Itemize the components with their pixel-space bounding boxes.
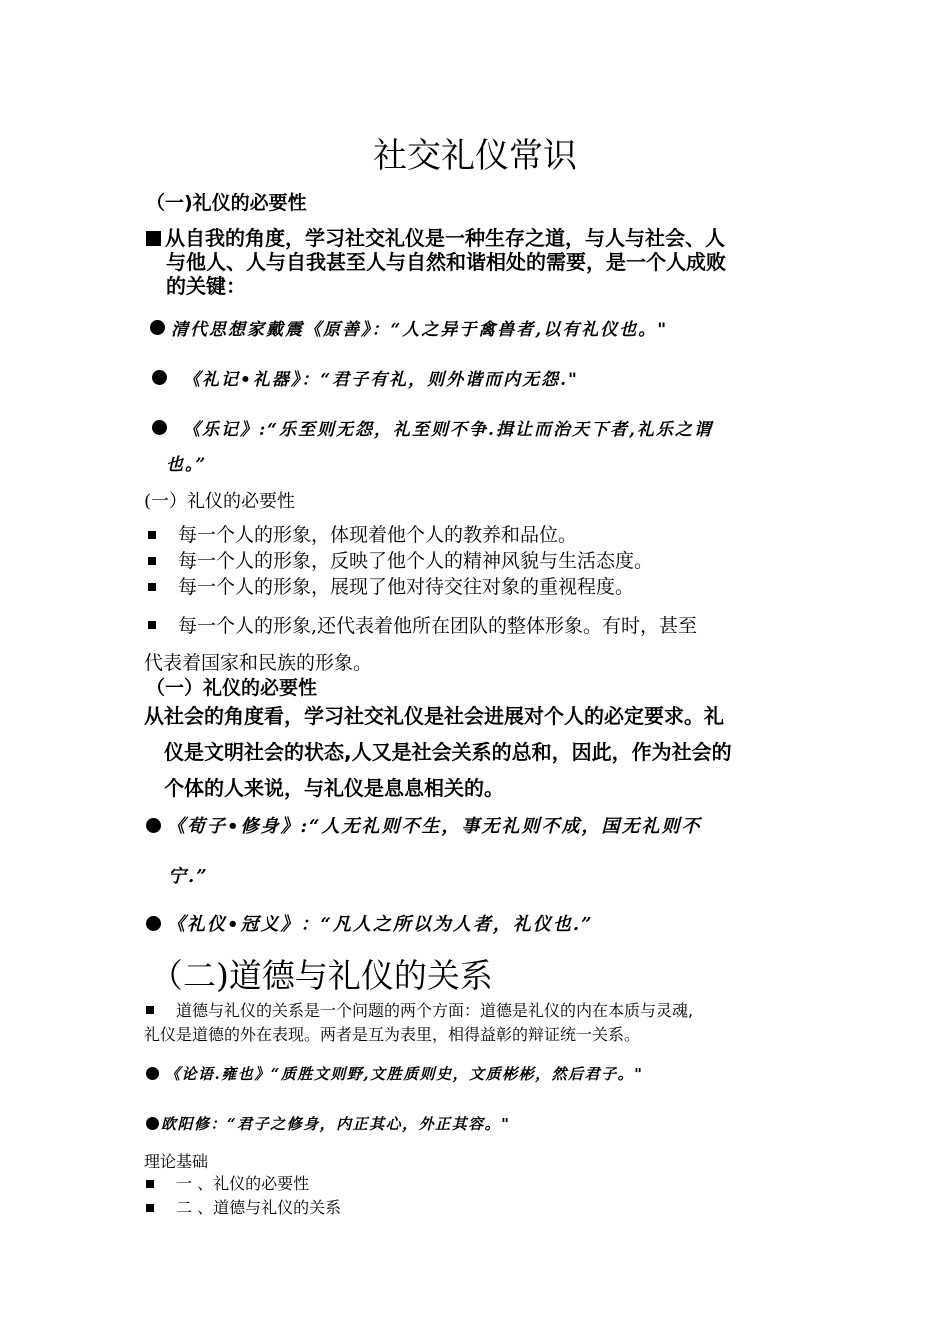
theory-basis-heading: 理论基础	[144, 1152, 209, 1171]
quote-xunzi	[146, 812, 702, 838]
paragraph-line: 个体的人来说，与礼仪是息息相关的。	[164, 776, 504, 800]
section-heading-necessity-1: （一)礼仪的必要性	[146, 192, 307, 214]
paragraph-line: 从社会的角度看，学习社交礼仪是社会进展对个人的必定要求。礼	[144, 704, 724, 728]
theory-basis-list	[146, 1172, 341, 1220]
society-perspective-paragraph	[144, 698, 732, 806]
round-bullet-icon	[146, 1067, 159, 1080]
section-heading-morality: （二)道德与礼仪的关系	[150, 956, 493, 995]
section-heading-necessity-2: (一）礼仪的必要性	[144, 491, 296, 512]
square-bullet-icon	[146, 231, 161, 246]
paragraph-line: 与他人、人与自我甚至人与自然和谐相处的需要，是一个人成败	[166, 250, 726, 274]
list-item: 每一个人的形象，反映了他个人的精神风貌与生活态度。	[178, 550, 654, 572]
quote-yueji-continued: 也。”	[166, 455, 208, 475]
square-bullet-icon	[148, 583, 156, 591]
quote-dai-zhen	[150, 315, 668, 340]
self-perspective-paragraph	[146, 226, 726, 298]
quote-lunyu	[146, 1063, 643, 1084]
paragraph-line: 道德与礼仪的关系是一个问题的两个方面：道德是礼仪的内在本质与灵魂,	[176, 1001, 694, 1020]
quote-guanyi	[146, 910, 593, 936]
quote-text: 《论语.雍也》“质胜文则野,文胜质则史，文质彬彬，然后君子。"	[165, 1065, 644, 1083]
paragraph-line: 从自我的角度，学习社交礼仪是一种生存之道，与人与社会、人	[165, 226, 725, 250]
list-item-continued: 代表着国家和民族的形象。	[144, 652, 373, 674]
quote-text: 欧阳修：“君子之修身，内正其心，外正其容。"	[161, 1115, 511, 1133]
morality-paragraph-line2: 礼仪是道德的外在表现。两者是互为表里，相得益彰的辩证统一关系。	[144, 1025, 641, 1044]
quote-text: 《荀子•修身》:“人无礼则不生，事无礼则不成，国无礼则不	[167, 816, 702, 837]
quote-text: 《礼仪•冠义》：“凡人之所以为人者，礼仪也.”	[167, 914, 594, 935]
quote-text: 清代思想家戴震《原善》：“人之异于禽兽者,以有礼仪也。"	[171, 320, 669, 340]
section-heading-necessity-3: （一）礼仪的必要性	[146, 677, 318, 699]
list-item: 一 、礼仪的必要性	[176, 1174, 310, 1193]
round-bullet-icon	[150, 320, 165, 335]
list-item: 每一个人的形象,还代表着他所在团队的整体形象。有时，甚至	[178, 615, 698, 637]
quote-text: 《礼记•礼器》：“君子有礼，则外谐而内无怨."	[183, 370, 579, 390]
page-title: 社交礼仪常识	[373, 136, 577, 176]
quote-liji-liqi	[152, 365, 579, 390]
square-bullet-icon	[148, 621, 156, 629]
round-bullet-icon	[146, 916, 161, 931]
image-bullet-list	[148, 522, 653, 600]
square-bullet-icon	[146, 1180, 154, 1188]
square-bullet-icon	[146, 1204, 154, 1212]
list-item: 每一个人的形象，展现了他对待交往对象的重视程度。	[178, 576, 635, 598]
round-bullet-icon	[152, 370, 167, 385]
square-bullet-icon	[148, 531, 156, 539]
image-list-item-4	[148, 611, 697, 638]
round-bullet-icon	[152, 420, 167, 435]
quote-ouyang-xiu	[146, 1113, 510, 1134]
quote-text: 《乐记》:“乐至则无怨，礼至则不争.揖让而治天下者,礼乐之谓	[183, 420, 713, 440]
morality-paragraph-line1	[146, 998, 693, 1021]
quote-yueji	[152, 415, 713, 440]
list-item: 每一个人的形象，体现着他个人的教养和品位。	[178, 524, 578, 546]
square-bullet-icon	[146, 1006, 154, 1014]
paragraph-line: 的关键：	[166, 274, 246, 298]
paragraph-line: 仪是文明社会的状态,人又是社会关系的总和，因此，作为社会的	[164, 740, 732, 764]
list-item: 二 、道德与礼仪的关系	[176, 1198, 342, 1217]
round-bullet-icon	[146, 818, 161, 833]
quote-xunzi-continued: 宁.”	[168, 866, 209, 887]
square-bullet-icon	[148, 557, 156, 565]
round-bullet-icon	[146, 1117, 159, 1130]
